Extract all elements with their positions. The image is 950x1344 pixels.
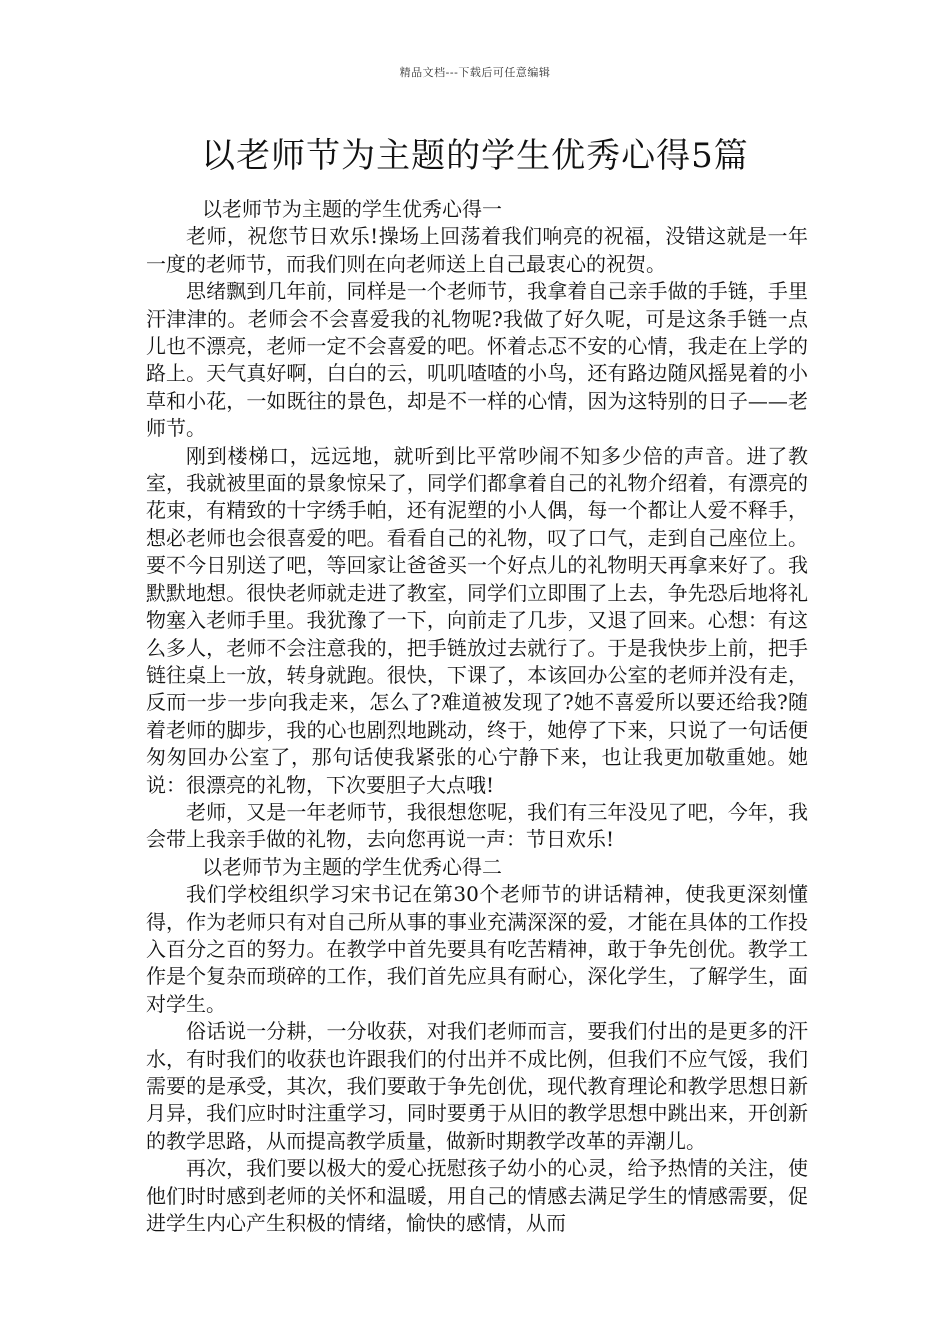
section-heading: 以老师节为主题的学生优秀心得二: [202, 854, 502, 879]
paragraph: 再次，我们要以极大的爱心抚慰孩子幼小的心灵，给予热情的关注，使他们时时感到老师的关怀和温暖，用自己的情感去满足学生的情感需要，促进学生内心产生积极的情绪，愉快的感情，从而: [146, 1156, 808, 1236]
paragraph: 思绪飘到几年前，同样是一个老师节，我拿着自己亲手做的手链，手里汗津津的。老师会不会喜爱我的礼物呢?我做了好久呢，可是这条手链一点儿也不漂亮，老师一定不会喜爱的吧。怀着忐忑不安的心情，我走在上学的路上。天气真好啊，白白的云，叽叽喳喳的小鸟，还有路边随风摇晃着的小草和小花，一如既往的景色，却是不一样的心情，因为这特别的日子——老师节。: [146, 279, 808, 441]
document-body: [146, 196, 808, 1237]
section-heading: 以老师节为主题的学生优秀心得一: [202, 197, 502, 221]
paragraph: 老师，又是一年老师节，我很想您呢，我们有三年没见了吧，今年，我会带上我亲手做的礼物，去向您再说一声：节日欢乐!: [146, 799, 808, 852]
page-header: 精品文档---下载后可任意编辑: [399, 66, 551, 79]
paragraph: 老师，祝您节日欢乐!操场上回荡着我们响亮的祝福，没错这就是一年一度的老师节，而我们则在向老师送上自己最衷心的祝贺。: [146, 224, 808, 276]
paragraph: 俗话说一分耕，一分收获，对我们老师而言，要我们付出的是更多的汗水，有时我们的收获也许跟我们的付出并不成比例，但我们不应气馁，我们需要的是承受，其次，我们要敢于争先创优，现代教育理论和教学思想日新月异，我们应时时注重学习，同时要勇于从旧的教学思想中跳出来，开创新的教学思路，从而提高教学质量，做新时期教学改革的弄潮儿。: [146, 1019, 808, 1153]
document-title: 以老师节为主题的学生优秀心得5篇: [201, 136, 749, 176]
paragraph: 刚到楼梯口，远远地，就听到比平常吵闹不知多少倍的声音。进了教室，我就被里面的景象惊呆了，同学们都拿着自己的礼物介绍着，有漂亮的花束，有精致的十字绣手帕，还有泥塑的小人偶，每一个都让人爱不释手，想必老师也会很喜爱的吧。看看自己的礼物，叹了口气，走到自己座位上。要不今日别送了吧，等回家让爸爸买一个好点儿的礼物明天再拿来好了。我默默地想。很快老师就走进了教室，同学们立即围了上去，争先恐后地将礼物塞入老师手里。我犹豫了一下，向前走了几步，又退了回来。心想：有这么多人，老师不会注意我的，把手链放过去就行了。于是我快步上前，把手链往桌上一放，转身就跑。很快，下课了，本该回办公室的老师并没有走，反而一步一步向我走来，怎么了?难道被发现了?她不喜爱所以要还给我?随着老师的脚步，我的心也剧烈地跳动，终于，她停了下来，只说了一句话便匆匆回办公室了，那句话使我紧张的心宁静下来，也让我更加敬重她。她说：很漂亮的礼物，下次要胆子大点哦!: [146, 443, 808, 797]
paragraph: 我们学校组织学习宋书记在第30个老师节的讲话精神，使我更深刻懂得，作为老师只有对自己所从事的事业充满深深的爱，才能在具体的工作投入百分之百的努力。在教学中首先要具有吃苦精神，敢于争先创优。教学工作是个复杂而琐碎的工作，我们首先应具有耐心，深化学生，了解学生，面对学生。: [146, 882, 808, 1016]
